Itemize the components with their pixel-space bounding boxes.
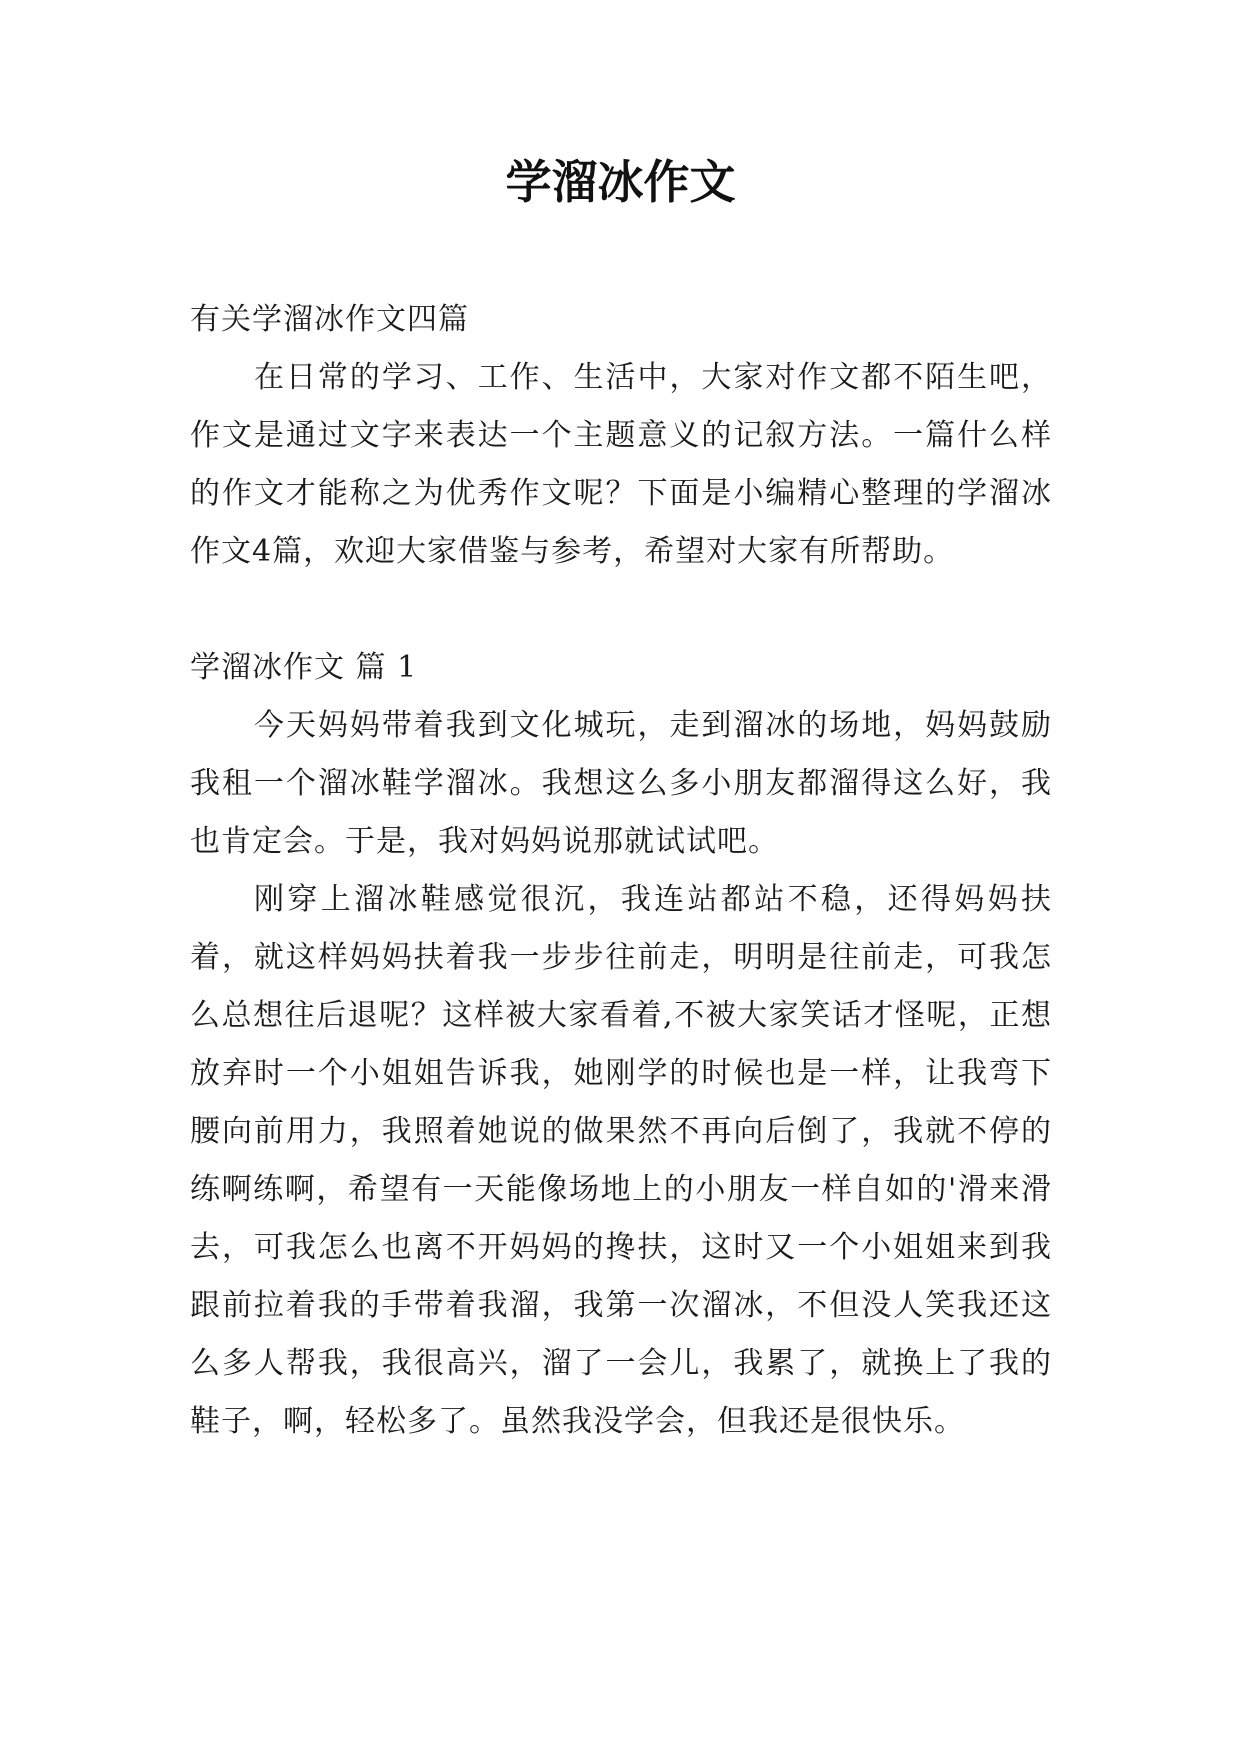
essay-1-paragraph-2: 刚穿上溜冰鞋感觉很沉，我连站都站不稳，还得妈妈扶着，就这样妈妈扶着我一步步往前走，明明是往前走，可我怎么总想往后退呢？这样被大家看着,不被大家笑话才怪呢，正想放弃时一个小姐姐告诉我，她刚学的时候也是一样，让我弯下腰向前用力，我照着她说的做果然不再向后倒了，我就不停的练啊练啊，希望有一天能像场地上的小朋友一样自如的'滑来滑去，可我怎么也离不开妈妈的搀扶，这时又一个小姐姐来到我跟前拉着我的手带着我溜，我第一次溜冰，不但没人笑我还这么多人帮我，我很高兴，溜了一会儿，我累了，就换上了我的鞋子，啊，轻松多了。虽然我没学会，但我还是很快乐。 [190,882,1052,1439]
document-body [190,291,1052,1451]
essay-1-paragraph-1: 今天妈妈带着我到文化城玩，走到溜冰的场地，妈妈鼓励我租一个溜冰鞋学溜冰。我想这么多小朋友都溜得这么好，我也肯定会。于是，我对妈妈说那就试试吧。 [190,708,1052,859]
intro-paragraph: 在日常的学习、工作、生活中，大家对作文都不陌生吧，作文是通过文字来表达一个主题意义的记叙方法。一篇什么样的作文才能称之为优秀作文呢？下面是小编精心整理的学溜冰作文4篇，欢迎大家借鉴与参考，希望对大家有所帮助。 [190,360,1052,569]
essay-1-heading: 学溜冰作文 篇 1 [190,650,418,685]
intro-heading: 有关学溜冰作文四篇 [190,302,469,337]
document-title: 学溜冰作文 [505,155,736,209]
section-spacer [190,581,1052,639]
